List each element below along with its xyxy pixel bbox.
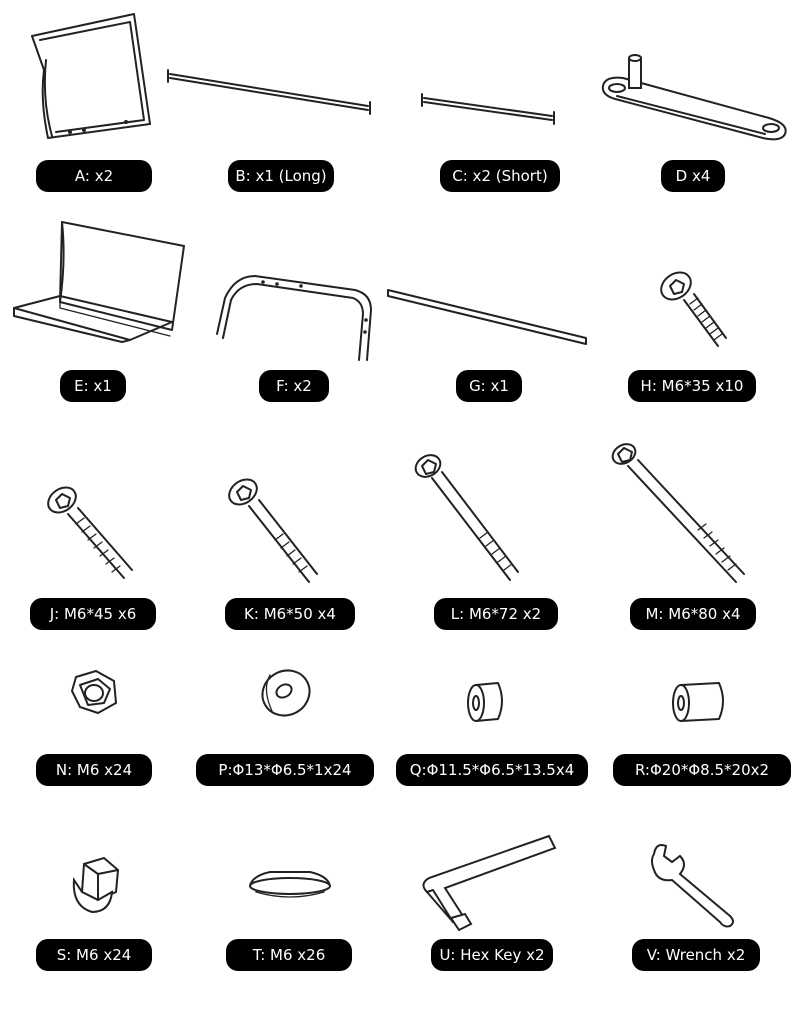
part-label: P:Φ13*Φ6.5*1x24 bbox=[196, 754, 374, 786]
bolt-icon bbox=[600, 440, 805, 590]
bolt-icon bbox=[205, 470, 395, 590]
part-m bbox=[600, 440, 805, 630]
short-rod-icon bbox=[410, 0, 580, 160]
flat-bar-icon bbox=[380, 210, 600, 360]
part-label: Q:Φ11.5*Φ6.5*13.5x4 bbox=[396, 754, 588, 786]
part-j bbox=[0, 470, 200, 630]
part-label: K: M6*50 x4 bbox=[225, 598, 355, 630]
part-c bbox=[410, 0, 580, 200]
part-label: N: M6 x24 bbox=[36, 754, 152, 786]
short-spacer-icon bbox=[390, 655, 595, 755]
wrench-icon bbox=[610, 830, 805, 940]
part-v bbox=[610, 830, 805, 980]
part-b bbox=[160, 0, 380, 200]
part-label: B: x1 (Long) bbox=[228, 160, 334, 192]
bolt-icon bbox=[400, 450, 600, 590]
part-label: D x4 bbox=[661, 160, 725, 192]
part-label: R:Φ20*Φ8.5*20x2 bbox=[613, 754, 791, 786]
part-label: M: M6*80 x4 bbox=[630, 598, 756, 630]
part-label: G: x1 bbox=[456, 370, 522, 402]
part-label: T: M6 x26 bbox=[226, 939, 352, 971]
part-h bbox=[610, 210, 805, 410]
hex-nut-icon bbox=[0, 655, 200, 755]
seat-icon bbox=[0, 210, 200, 360]
part-u bbox=[405, 830, 605, 980]
hex-key-icon bbox=[405, 830, 605, 940]
swing-arm-icon bbox=[595, 0, 805, 160]
part-label: S: M6 x24 bbox=[36, 939, 152, 971]
part-label: E: x1 bbox=[60, 370, 126, 402]
bolt-icon bbox=[610, 210, 805, 360]
long-rod-icon bbox=[160, 0, 380, 160]
part-label: C: x2 (Short) bbox=[440, 160, 560, 192]
u-frame-icon bbox=[205, 210, 385, 360]
spacer-icon bbox=[605, 655, 805, 755]
part-q bbox=[390, 655, 595, 795]
bolt-icon bbox=[0, 470, 200, 590]
part-l bbox=[400, 450, 600, 630]
part-g bbox=[380, 210, 600, 410]
part-p bbox=[190, 655, 390, 795]
part-label: J: M6*45 x6 bbox=[30, 598, 156, 630]
cap-nut-icon bbox=[0, 840, 200, 940]
part-label: F: x2 bbox=[259, 370, 329, 402]
foot-pad-icon bbox=[200, 840, 390, 940]
part-k bbox=[205, 470, 395, 630]
part-label: H: M6*35 x10 bbox=[628, 370, 756, 402]
part-f bbox=[205, 210, 385, 410]
part-t bbox=[200, 840, 390, 980]
part-label: V: Wrench x2 bbox=[632, 939, 760, 971]
part-r bbox=[605, 655, 805, 795]
part-n bbox=[0, 655, 200, 795]
washer-icon bbox=[190, 655, 390, 755]
part-label: A: x2 bbox=[36, 160, 152, 192]
part-s bbox=[0, 840, 200, 980]
part-e bbox=[0, 210, 200, 410]
part-d bbox=[595, 0, 805, 200]
part-label: U: Hex Key x2 bbox=[431, 939, 553, 971]
part-label: L: M6*72 x2 bbox=[434, 598, 558, 630]
